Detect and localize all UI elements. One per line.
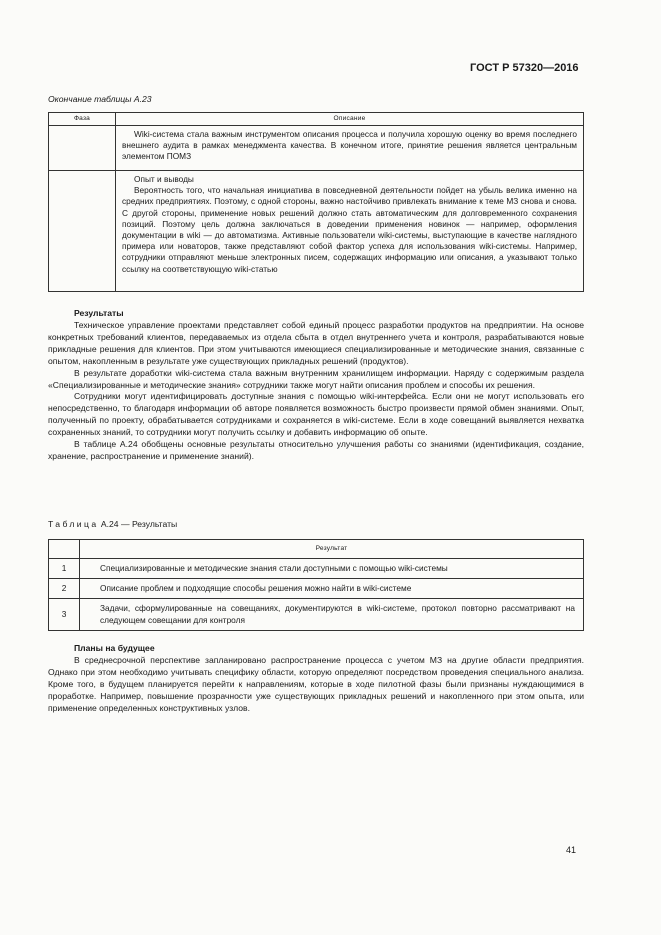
row-number: 1 bbox=[49, 559, 80, 579]
page-number: 41 bbox=[566, 845, 577, 855]
description-text: Wiki-система стала важным инструментом описания процесса и получила хорошую оценку во время последнего внешнего аудита в рамках менеджмента качества. В конечном итоге, принятие решения является центральным элементом ПОМЗ bbox=[122, 129, 577, 162]
table-header-row bbox=[49, 540, 584, 559]
table-a24-caption bbox=[48, 519, 177, 529]
table-row bbox=[49, 599, 584, 631]
future-plans-body bbox=[48, 655, 584, 715]
caption-label: Таблица bbox=[48, 519, 99, 529]
table-a23 bbox=[48, 112, 584, 292]
document-code: ГОСТ Р 57320—2016 bbox=[470, 62, 579, 74]
description-cell bbox=[116, 126, 584, 171]
results-body bbox=[48, 320, 584, 463]
paragraph: Техническое управление проектами представляет собой единый процесс разработки продуктов на предприятии. На основе конкретных требований клиентов, передаваемых из отдела сбыта в отдел внутреннего учета и контроля, разрабатываются новые прикладные решения для клиентов. При этом учитываются имеющиеся специализированные и методические знания, связанные с опытом, накопленным в результате уже существующих прикладных решений (продуктов). bbox=[48, 320, 584, 366]
paragraph: Сотрудники могут идентифицировать доступные знания с помощью wiki-интерфейса. Если они не могут использовать его непосредственно, то благодаря информации об авторе появляется возможность быстро произвести прямой обмен знаниями. Опыт, полученный по проекту, обрабатывается сотрудниками и сохраняется в wiki-системе. Если в ходе совещаний выявляется нехватка сохраненных знаний, то сотрудники могут получить ссылку и добавить информацию об опыте. bbox=[48, 391, 584, 438]
table-header-row bbox=[49, 113, 584, 126]
paragraph: В среднесрочной перспективе запланировано распространение процесса с учетом МЗ на другие области предприятия. Однако при этом необходимо учитывать специфику области, которую определяют посредством проведения специального анализа. Кроме того, в будущем планируется перейти к направлениям, которые в ходе пилотной фазы были признаны нуждающимися в проработке. Например, повышение прозрачности уже существующих прикладных решений и накопленного при этом опыта, или применение определенных конструктивных узлов. bbox=[48, 655, 584, 713]
paragraph: В результате доработки wiki-система стала важным внутренним хранилищем информации. Наряду с содержимым раздела «Специализированные и методические знания» сотрудники также могут найти описания проблем и способы их решения. bbox=[48, 367, 584, 390]
caption-title: А.24 — Результаты bbox=[100, 519, 178, 529]
column-header-description: Описание bbox=[116, 113, 584, 126]
paragraph: В таблице А.24 обобщены основные результаты относительно улучшения работы со знаниями (идентификация, создание, хранение, распространение и применение знаний). bbox=[48, 439, 584, 461]
table-row bbox=[49, 171, 584, 292]
table-row bbox=[49, 559, 584, 579]
column-header-number bbox=[49, 540, 80, 559]
table-a24 bbox=[48, 539, 584, 631]
table-a23-caption: Окончание таблицы А.23 bbox=[48, 94, 152, 104]
table-row bbox=[49, 126, 584, 171]
description-cell bbox=[116, 171, 584, 292]
description-subtitle: Опыт и выводы bbox=[134, 174, 194, 184]
result-text: Задачи, сформулированные на совещаниях, документируются в wiki-системе, протокол повторно рассматривают на следующем совещании для контроля bbox=[80, 599, 584, 631]
table-row bbox=[49, 579, 584, 599]
result-text: Специализированные и методические знания стали доступными с помощью wiki-системы bbox=[80, 559, 584, 579]
column-header-result: Результат bbox=[80, 540, 584, 559]
phase-cell bbox=[49, 171, 116, 292]
row-number: 2 bbox=[49, 579, 80, 599]
results-heading: Результаты bbox=[74, 308, 124, 318]
phase-cell bbox=[49, 126, 116, 171]
description-text: Вероятность того, что начальная инициатива в повседневной деятельности пойдет на убыль велика именно на средних предприятиях. Поэтому, с одной стороны, важно настойчиво привлекать внимание к теме МЗ снова и снова. С другой стороны, применение новых решений должно стать автоматическим для долговременного сохранения позиций. Поэтому цель должна заключаться в доведении применения новинок — например, оформления документации в wiki — до автоматизма. Активные пользователи wiki-системы, выступающие в качестве наглядного примера или новаторов, также представляют собой фактор успеха для использования wiki-системы. Например, сотрудники отправляют меньше электронных писем, содержащих информацию или описания, а указывают только ссылку на соответствующую wiki-статью bbox=[122, 185, 577, 274]
result-text: Описание проблем и подходящие способы решения можно найти в wiki-системе bbox=[80, 579, 584, 599]
column-header-phase: Фаза bbox=[49, 113, 116, 126]
row-number: 3 bbox=[49, 599, 80, 631]
future-plans-heading: Планы на будущее bbox=[74, 643, 155, 653]
